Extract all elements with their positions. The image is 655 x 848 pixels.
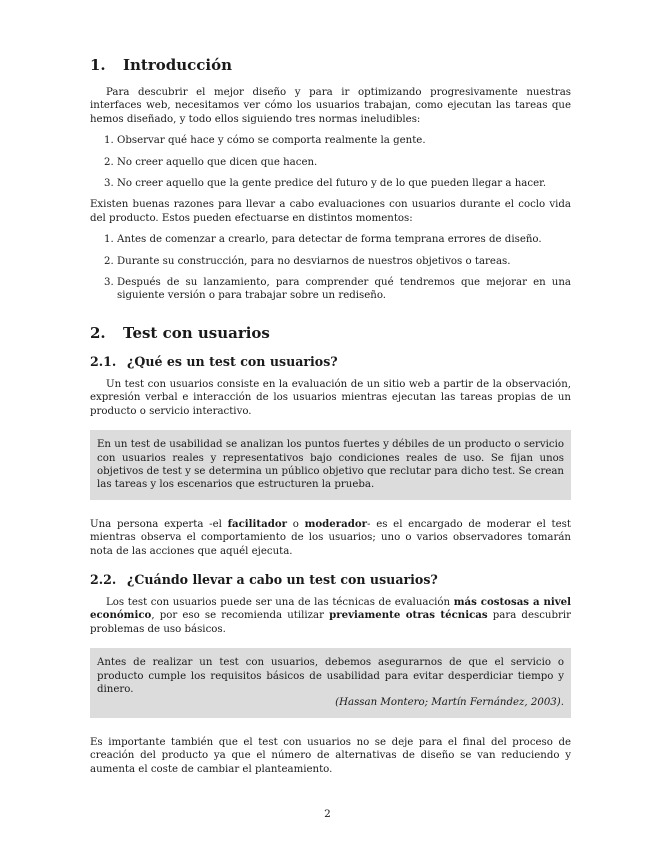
list-item: [90, 255, 571, 268]
section-2-title: Test con usuarios: [123, 323, 270, 342]
section-2-number: 2.: [90, 323, 106, 342]
section-1-title: Introducción: [123, 56, 233, 74]
list-item-number: 3.: [104, 277, 114, 289]
subsection-2-1-title: ¿Qué es un test con usuarios?: [127, 353, 338, 369]
subsection-2-2-heading: [90, 572, 571, 587]
list-item-text: No creer aquello que la gente predice del futuro y de lo que pueden llegar a hacer.: [117, 178, 547, 190]
text-fragment: para descubrir problemas de uso básicos.: [90, 610, 571, 635]
definition-paragraph: Un test con usuarios consiste en la evaluación de un sitio web a partir de la observación, expresión verbal e interacción de los usuarios mientras ejecutan las tareas propias de un producto o servicio interactivo.: [90, 378, 571, 417]
when-paragraph: [90, 596, 571, 636]
list-item-text: Después de su lanzamiento, para comprender qué tendremos que mejorar en una siguiente versión o para trabajar sobre un rediseño.: [117, 277, 571, 302]
subsection-2-2-number: 2.2.: [90, 571, 117, 587]
text-fragment: , por eso se recomienda utilizar: [151, 610, 330, 622]
subsection-2-2-title: ¿Cuándo llevar a cabo un test con usuarios?: [127, 571, 438, 587]
emphasis-previamente: previamente otras técnicas: [329, 609, 488, 622]
term-facilitador: facilitador: [227, 517, 288, 530]
subsection-2-1-heading: [90, 354, 571, 369]
list-item-text: Observar qué hace y cómo se comporta realmente la gente.: [117, 135, 426, 147]
text-fragment: o: [287, 518, 305, 530]
list-item-number: 1.: [104, 234, 114, 246]
rules-list: [90, 134, 571, 190]
moments-list: [90, 233, 571, 303]
intro-paragraph: Para descubrir el mejor diseño y para ir optimizando progresivamente nuestras interfaces web, necesitamos ver cómo los usuarios trabajan, como ejecutan las tareas que hemos diseñado, y todo ellos siguiendo tres normas ineludibles:: [90, 87, 571, 125]
quote-citation: (Hassan Montero; Martín Fernández, 2003).: [335, 697, 564, 709]
text-fragment: Una persona experta -el: [90, 518, 228, 530]
section-1-heading: [90, 56, 571, 74]
list-item-number: 2.: [104, 156, 114, 168]
quote-text: Antes de realizar un test con usuarios, debemos asegurarnos de que el servicio o producto cumple los requisitos básicos de usabilidad para evitar desperdiciar tiempo y dinero.: [97, 657, 564, 695]
text-fragment: - es el encargado de moderar el test mientras observa el comportamiento de los usuarios; uno o varios observadores tomarán nota de las acciones que aquél ejecuta.: [90, 518, 571, 557]
list-item-text: Antes de comenzar a crearlo, para detectar de forma temprana errores de diseño.: [117, 234, 542, 246]
list-item: [90, 233, 571, 246]
highlight-box: En un test de usabilidad se analizan los puntos fuertes y débiles de un producto o servicio con usuarios reales y representativos bajo condiciones reales de uso. Se fijan unos objetivos de test y se determina un público objetivo que reclutar para dicho test. Se crean las tareas y los escenarios que estructuren la prueba.: [90, 430, 571, 500]
quote-box: [90, 648, 571, 718]
emphasis-costosas: más costosas a nivel económico: [90, 595, 571, 622]
list-item-number: 1.: [104, 135, 114, 147]
list-item-text: No creer aquello que dicen que hacen.: [117, 156, 318, 168]
list-item: [90, 134, 571, 147]
list-item: [90, 276, 571, 303]
reasons-paragraph: Existen buenas razones para llevar a cabo evaluaciones con usuarios durante el coclo vida del producto. Estos pueden efectuarse en distintos momentos:: [90, 199, 571, 224]
text-fragment: Los test con usuarios puede ser una de las técnicas de evaluación: [106, 596, 454, 608]
subsection-2-1-number: 2.1.: [90, 353, 117, 369]
list-item-number: 3.: [104, 178, 114, 190]
term-moderador: moderador: [304, 517, 368, 530]
closing-paragraph: Es importante también que el test con usuarios no se deje para el final del proceso de creación del producto ya que el número de alternativas de diseño se van reduciendo y aumenta el coste de cambiar el planteamiento.: [90, 736, 571, 775]
section-1-number: 1.: [90, 56, 106, 74]
list-item: [90, 156, 571, 169]
section-2-heading: [90, 324, 571, 342]
list-item-text: Durante su construcción, para no desviarnos de nuestros objetivos o tareas.: [117, 255, 511, 267]
page-number: 2: [324, 808, 331, 820]
facilitator-paragraph: [90, 518, 571, 558]
list-item-number: 2.: [104, 255, 114, 267]
list-item: [90, 177, 571, 190]
